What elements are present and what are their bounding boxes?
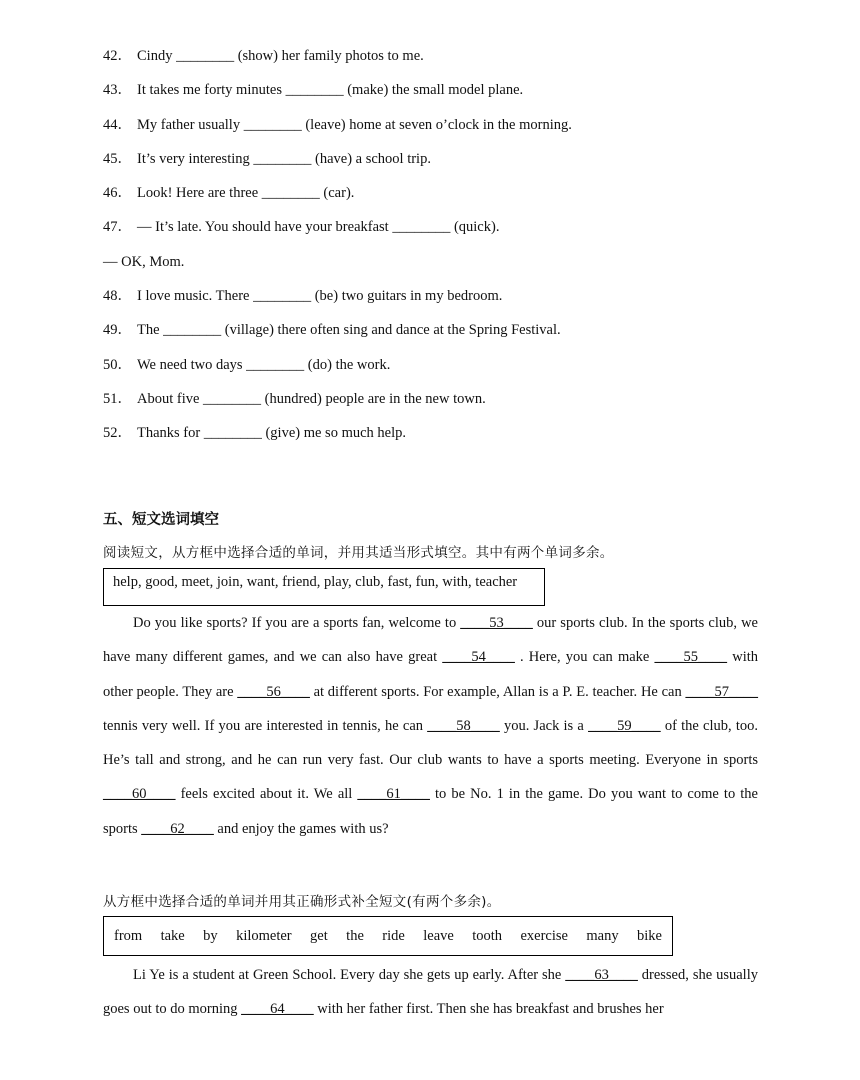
word-option: bike bbox=[637, 927, 662, 944]
question-number: 43． bbox=[103, 82, 132, 99]
question-item bbox=[103, 286, 763, 320]
answer-blank: ____55____ bbox=[654, 649, 728, 666]
passage-1 bbox=[103, 606, 758, 846]
question-text: Thanks for ________ (give) me so much help. bbox=[137, 425, 407, 442]
answer-blank: ____56____ bbox=[237, 683, 310, 700]
word-option: tooth bbox=[472, 927, 503, 944]
question-text: Cindy ________ (show) her family photos to me. bbox=[137, 48, 424, 64]
question-continuation bbox=[103, 252, 763, 286]
word-option: leave bbox=[423, 927, 454, 944]
question-number: 48． bbox=[103, 288, 132, 305]
question-item bbox=[103, 183, 763, 217]
passage-text: dressed, she usually goes out to do morning bbox=[103, 967, 758, 1018]
word-option: kilometer bbox=[236, 927, 292, 944]
question-number: 51． bbox=[103, 390, 132, 407]
question-item bbox=[103, 320, 763, 354]
passage-text: of the club, too. He’s tall and strong, and he can run very fast. Our club wants to have a sports meeting. Everyone in sports bbox=[103, 717, 759, 769]
word-option: from bbox=[114, 927, 143, 944]
word-option: take bbox=[160, 927, 185, 944]
word-option: by bbox=[203, 927, 218, 944]
answer-blank: ____57____ bbox=[685, 683, 758, 700]
question-text: Look! Here are three ________ (car). bbox=[137, 185, 355, 202]
answer-blank: ____61____ bbox=[357, 786, 430, 803]
passage-text: you. Jack is a bbox=[499, 717, 589, 734]
passage-text: . Here, you can make bbox=[514, 649, 655, 666]
answer-blank: ____59____ bbox=[588, 717, 661, 734]
question-item bbox=[103, 389, 763, 423]
question-number: 52． bbox=[103, 425, 132, 442]
word-box-2 bbox=[103, 916, 673, 956]
passage-text: at different sports. For example, Allan is a P. E. teacher. He can bbox=[309, 683, 686, 700]
part1-instruction: 阅读短文，从方框中选择合适的单词，并用其适当形式填空。其中有两个单词多余。 bbox=[103, 545, 614, 561]
question-number: 42． bbox=[103, 48, 132, 64]
passage-text: feels excited about it. We all bbox=[175, 786, 358, 803]
question-number: 50． bbox=[103, 356, 132, 373]
question-item bbox=[103, 115, 763, 149]
question-text: — It’s late. You should have your breakfast ________ (quick). bbox=[137, 219, 500, 236]
question-text: — OK, Mom. bbox=[103, 253, 185, 270]
question-text: It’s very interesting ________ (have) a school trip. bbox=[137, 150, 431, 167]
word-option: the bbox=[346, 927, 364, 944]
passage-text: and enjoy the games with us? bbox=[213, 820, 389, 837]
question-text: I love music. There ________ (be) two guitars in my bedroom. bbox=[137, 288, 503, 305]
question-item bbox=[103, 149, 763, 183]
section-heading: 五、短文选词填空 bbox=[103, 512, 219, 528]
passage-text: Do you like sports? If you are a sports fan, welcome to bbox=[133, 615, 461, 631]
part2-instruction: 从方框中选择合适的单词并用其正确形式补全短文(有两个多余)。 bbox=[103, 894, 501, 910]
question-text: About five ________ (hundred) people are in the new town. bbox=[137, 390, 486, 407]
passage-text: with other people. They are bbox=[103, 649, 758, 700]
answer-blank: ____63____ bbox=[565, 967, 638, 983]
passage-text: our sports club. In the sports club, we have many different games, and we can also have great bbox=[103, 615, 758, 666]
passage-text: with her father first. Then she has breakfast and brushes her bbox=[313, 1001, 664, 1018]
passage-2 bbox=[103, 958, 758, 1027]
question-text: It takes me forty minutes ________ (make) the small model plane. bbox=[137, 82, 524, 99]
question-number: 46． bbox=[103, 185, 132, 202]
question-number: 45． bbox=[103, 150, 132, 167]
question-text: The ________ (village) there often sing and dance at the Spring Festival. bbox=[137, 322, 561, 339]
passage-text: Li Ye is a student at Green School. Every day she gets up early. After she bbox=[133, 967, 566, 983]
passage-text: tennis very well. If you are interested in tennis, he can bbox=[103, 717, 428, 734]
answer-blank: ____60____ bbox=[103, 786, 176, 803]
answer-blank: ____64____ bbox=[241, 1001, 314, 1018]
question-text: We need two days ________ (do) the work. bbox=[137, 356, 391, 373]
word-option: many bbox=[586, 927, 619, 944]
answer-blank: ____62____ bbox=[141, 820, 214, 837]
question-number: 44． bbox=[103, 116, 132, 133]
question-item bbox=[103, 217, 763, 251]
word-option: exercise bbox=[520, 927, 568, 944]
passage-text: to be No. 1 in the game. Do you want to come to the sports bbox=[103, 786, 758, 837]
question-list bbox=[103, 46, 763, 458]
word-option: ride bbox=[382, 927, 405, 944]
question-number: 47． bbox=[103, 219, 132, 236]
question-item bbox=[103, 355, 763, 389]
answer-blank: ____58____ bbox=[427, 717, 500, 734]
question-number: 49． bbox=[103, 322, 132, 339]
question-item bbox=[103, 46, 763, 80]
question-item bbox=[103, 423, 763, 457]
question-item bbox=[103, 80, 763, 114]
word-box-1: help, good, meet, join, want, friend, play, club, fast, fun, with, teacher bbox=[103, 568, 545, 606]
question-text: My father usually ________ (leave) home at seven o’clock in the morning. bbox=[137, 116, 572, 133]
answer-blank: ____53____ bbox=[460, 615, 533, 631]
word-option: get bbox=[310, 927, 328, 944]
answer-blank: ____54____ bbox=[442, 649, 515, 666]
